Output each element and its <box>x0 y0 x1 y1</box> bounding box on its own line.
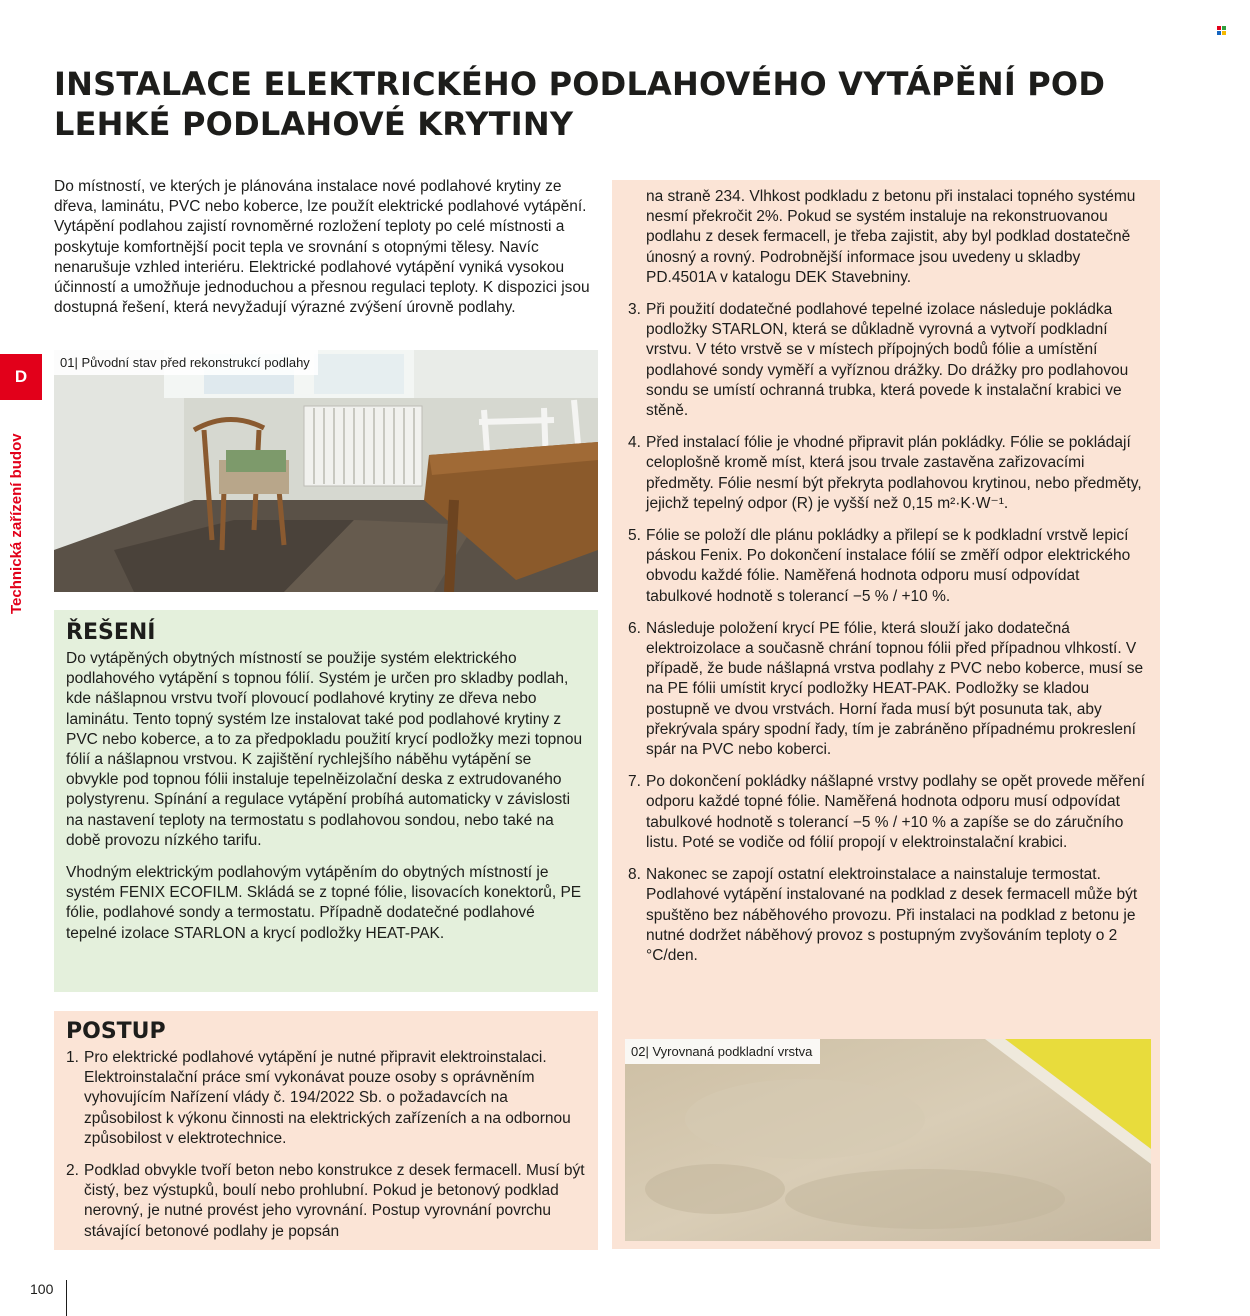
step-number: 1. <box>66 1049 79 1066</box>
page-number: 100 <box>30 1281 54 1297</box>
procedure-box <box>54 1011 598 1250</box>
chapter-label: Technická zařízení budov <box>8 433 25 614</box>
solution-paragraph-2: Vhodným elektrickým podlahovým vytápěním do obytných místností je systém FENIX ECOFILM. Skládá se z topné fólie, lisovacích konektorů, PE fólie, podlahové sondy a termostatu. Případně dodatečné podlahové tepelné izolace STARLON a krycí podložky HEAT-PAK. <box>66 864 582 942</box>
step-number: 7. <box>628 773 641 791</box>
brand-logo-icon <box>1217 26 1226 35</box>
step-number: 2. <box>66 1162 79 1180</box>
procedure-step <box>628 772 1148 853</box>
step-2-continued: na straně 234. Vlhkost podkladu z betonu při instalaci topného systému nesmí překročit 2%. Pokud se systém instaluje na rekonstruovanou podlahu z desek fermacell, je třeba zajistit, aby byl podklad dostatečně únosný a rovný. Podrobnější informace jsou uvedeny u skladby PD.4501A v katalogu DEK Stavebniny. <box>646 188 1136 286</box>
step-text: Při použití dodatečné podlahové tepelné izolace následuje pokládka podložky STARLON, která se důkladně vyrovná a vytvoří podkladní vrstvu. V této vrstvě se v místech přípojných bodů fólie a umístění podlahové sondy vyměří a vyříznou drážky. Do drážky pro podlahovou sondu se umístí ochranná trubka, která povede k instalační krabici ve stěně. <box>646 301 1129 420</box>
photo1-caption: 01| Původní stav před rekonstrukcí podlahy <box>54 350 318 375</box>
step-text: Pro elektrické podlahové vytápění je nutné připravit elektroinstalaci. Elektroinstalační práce smí vykonávat pouze osoby s oprávněním vyhovujícím Nařízení vlády č. 194/2022 Sb. o požadavcích na způsobilost k výkonu činnosti na elektrických zařízeních a na odbornou způsobilost v elektrotechnice. <box>84 1049 571 1147</box>
subfloor-illustration <box>625 1039 1151 1241</box>
solution-paragraph-1: Do vytápěných obytných místností se použije systém elektrického podlahového vytápění s topnou fólií. Systém je určen pro skladby podlah, kde nášlapnou vrstvu tvoří plovoucí podlahové krytiny ze dřeva nebo laminátu. Tento topný systém lze instalovat také pod podlahové krytiny z PVC nebo koberce, a to za předpokladu použití krycí podložky mezi topnou fólií a nášlapnou vrstvou. K zajištění rychlejšího náběhu vytápění se obvykle pod topnou fólii instaluje tepelněizolační deska z extrudovaného polystyrenu. Spínání a regulace vytápění probíhá automaticky v závislosti na nastavení teploty na termostatu s podlahovou sondou, nebo také na době provozu nízkého tarifu. <box>66 650 583 849</box>
procedure-step <box>628 526 1148 607</box>
step-text: Fólie se položí dle plánu pokládky a přilepí se k podkladní vrstvě lepicí páskou Fenix. Po dokončení instalace fólií se změří odpor elektrického obvodu každé fólie. Naměřená hodnota odporu musí odpovídat tabulkové hodnotě s tolerancí −5 % / +10 %. <box>646 527 1131 605</box>
solution-box <box>54 610 598 992</box>
intro-paragraph: Do místností, ve kterých je plánována instalace nové podlahové krytiny ze dřeva, laminátu, PVC nebo koberce, lze použít elektrické podlahové vytápění. Vytápění podlahou zajistí rovnoměrné rozložení teploty po celé místnosti a poskytuje komfortnější pocit tepla ve srovnání s otopnými tělesy. Navíc nenarušuje vzhled interiéru. Elektrické podlahové vytápění vyniká vysokou účinností a umožňuje jednoduchou a přesnou regulaci teploty. K dispozici jsou dostupná řešení, která nevyžadují výrazné zvýšení úrovně podlahy. <box>54 178 590 317</box>
step-text: Před instalací fólie je vhodné připravit plán pokládky. Fólie se pokládají celoplošně kromě míst, která jsou trvale zastavěna zařizovacími předměty. Fólie nesmí být překryta podlahovou krytinou, nebo předměty, jejichž tepelný odpor (R) je vyšší než 0,15 m²·K·W⁻¹. <box>646 434 1142 512</box>
procedure-step <box>628 433 1148 514</box>
procedure-step <box>66 1161 586 1242</box>
procedure-steps-right <box>628 300 1148 966</box>
step-text: Nakonec se zapojí ostatní elektroinstalace a nainstaluje termostat. Podlahové vytápění instalované na podklad z desek fermacell může být spuštěno bez náběhového provozu. Při instalaci na podklad z betonu je nutné dodržet náběhový provoz s postupným zvyšováním teploty o 2 °C/den. <box>646 866 1138 964</box>
procedure-heading: POSTUP <box>66 1019 166 1044</box>
procedure-step <box>628 300 1148 421</box>
step-text: Následuje položení krycí PE fólie, která slouží jako dodatečná elektroizolace a současně chrání topnou fólii před případnou vlhkostí. V případě, že bude nášlapná vrstva podlahy z PVC nebo koberce, musí se na PE fólii umístit krycí podložky HEAT-PAK. Podložky se kladou postupně ve dvou vrstvách. Horní řada musí být posunuta tak, aby překrývala spáry spodní řady, tím je zabráněno případnému prokreslení spár na PVC nebo koberci. <box>646 619 1144 759</box>
step-number: 6. <box>628 619 641 637</box>
procedure-step <box>628 619 1148 760</box>
step-number: 4. <box>628 434 641 452</box>
step-number: 5. <box>628 527 641 545</box>
step-number: 8. <box>628 866 641 884</box>
step-text: Po dokončení pokládky nášlapné vrstvy podlahy se opět provede měření odporu každé topné fólie. Naměřená hodnota odporu musí odpovídat tabulkové hodnotě s tolerancí −5 % / +10 % a zapíše se do záručního listu. Poté se vodiče od fólií propojí v elektroinstalační krabici. <box>646 773 1145 851</box>
photo2-caption: 02| Vyrovnaná podkladní vrstva <box>625 1039 820 1064</box>
photo-original-room <box>54 350 598 592</box>
procedure-steps-left <box>66 1048 586 1242</box>
step-number: 3. <box>628 301 641 319</box>
solution-heading: ŘEŠENÍ <box>66 620 156 645</box>
photo-levelled-subfloor <box>625 1039 1151 1241</box>
page-number-divider <box>66 1280 67 1316</box>
page-title: INSTALACE ELEKTRICKÉHO PODLAHOVÉHO VYTÁPĚNÍ POD LEHKÉ PODLAHOVÉ KRYTINY <box>54 65 1106 143</box>
procedure-step <box>628 865 1148 966</box>
procedure-step <box>66 1048 586 1149</box>
chapter-tab: D <box>0 354 42 400</box>
step-text: Podklad obvykle tvoří beton nebo konstrukce z desek fermacell. Musí být čistý, bez výstupků, boulí nebo prohlubní. Pokud je betonový podklad nerovný, je nutné provést jeho vyrovnání. Postup vyrovnání povrchu stávající betonové podlahy je popsán <box>84 1162 585 1240</box>
room-illustration <box>54 350 598 592</box>
